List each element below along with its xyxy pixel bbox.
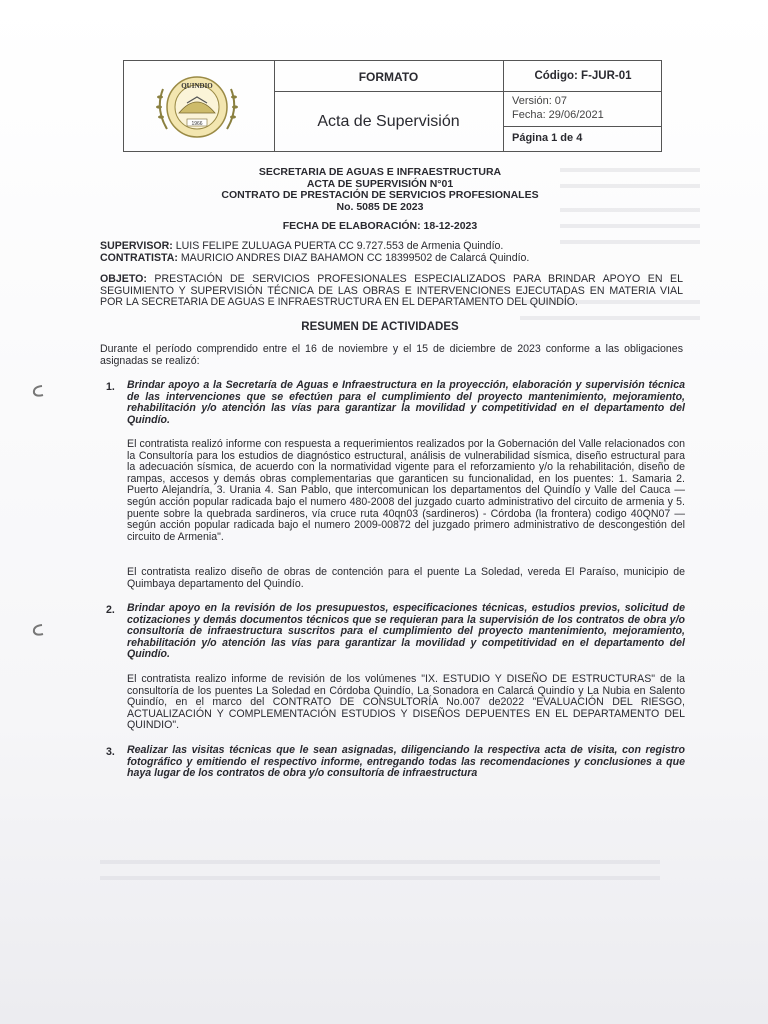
- item-1-paragraph-2: El contratista realizo diseño de obras de contención para el puente La Soledad, vereda El Paraíso, municipio de Quimbaya departamento del Quindío.: [127, 566, 685, 590]
- item-2-title: Brindar apoyo en la revisión de los presupuestos, especificaciones técnicas, estudios previos, solicitud de cotizaciones y demás documentos técnicos que se requieran para la supervisión de los contratos de obra y/o consultoría de infraestructura suscritos para el cumplimiento del proyecto mantenimiento, mejoramiento, rehabilitación y/o atención las vías para garantizar la movilidad y competitividad en el departamento del Quindío.: [127, 602, 685, 661]
- objeto-label: OBJETO:: [100, 273, 147, 285]
- item-2-number: 2.: [106, 604, 115, 616]
- supervisor-label: SUPERVISOR:: [100, 240, 173, 252]
- heading-line-3: CONTRATO DE PRESTACIÓN DE SERVICIOS PROFESIONALES: [221, 189, 539, 201]
- supervisor-value: LUIS FELIPE ZULUAGA PUERTA CC 9.727.553 de Armenia Quindío.: [175, 240, 504, 252]
- heading-block: [100, 167, 660, 213]
- item-1-paragraph-1: El contratista realizó informe con respuesta a requerimientos realizados por la Gobernación del Valle relacionados con la Consultoría para los estudios de diagnóstico estructural, análisis de vulnerabilidad sísmica, diseño estructural para la adecuación sísmica, de acuerdo con la normatividad vigente para el reforzamiento y/o la rehabilitación, diseño de rampas, accesos y demás obras complementarias que garanticen su funcionalidad, en los puentes: 1. Samaria 2. Puerto Alejandría, 3. Urania 4. San Pablo, que intercomunican los departamentos del Quindío y Valle del Cauca — según acción popular radicada bajo el numero 480-2008 del juzgado cuarto administrativo del circuito de armenia y 5. puente sobre la quebrada sardineros, vía cruce ruta 40qn03 (sardineros) - Córdoba (la frontera) codigo 40QN07 — según acción popular radicada bajo el numero 2009-00872 del juzgado primero administrativo de descongestión del circuito de Armenia".: [127, 438, 685, 543]
- page-number: Página 1 de 4: [512, 132, 583, 144]
- seal-year: 1966: [191, 121, 203, 127]
- header-table: [123, 60, 662, 152]
- item-3-title: Realizar las visitas técnicas que le sean asignadas, diligenciando la respectiva acta de visita, con registro fotográfico y emitiendo el respectivo informe, entregando todas las recomendaciones y conclusiones a que haya lugar de los contratos de obra y/o consultoría de infraestructura: [127, 744, 685, 780]
- version-label: Versión: 07: [512, 95, 568, 107]
- punch-hole-mark: [30, 383, 46, 399]
- code-cell: [503, 61, 662, 92]
- item-3-number: 3.: [106, 746, 115, 758]
- formato-label: FORMATO: [358, 70, 419, 84]
- contratista-label: CONTRATISTA:: [100, 252, 178, 264]
- item-1-title: Brindar apoyo a la Secretaría de Aguas e Infraestructura en la proyección, elaboración y supervisión técnica de las intervenciones que se efectúen para el cumplimiento del proyecto mantenimiento, mejoramiento, rehabilitación y/o atención las vías para garantizar la movilidad y competitividad en el departamento del Quindío.: [127, 379, 685, 426]
- intro-paragraph: Durante el período comprendido entre el 16 de noviembre y el 15 de diciembre de 2023 conforme a las obligaciones asignadas se realizó:: [100, 343, 683, 367]
- acta-title: Acta de Supervisión: [317, 113, 460, 130]
- page-number-cell: [503, 126, 662, 151]
- contratista-line: [100, 253, 680, 265]
- seal-text: QUINDIO: [181, 82, 213, 90]
- quindio-seal-logo: [149, 69, 245, 145]
- fecha-label: Fecha: 29/06/2021: [512, 109, 604, 121]
- objeto-text: PRESTACIÓN DE SERVICIOS PROFESIONALES ESPECIALIZADOS PARA BRINDAR APOYO EN EL SEGUIMIENTO Y SUPERVISIÓN TÉCNICA DE LAS OBRAS E INTERVENCIONES EJECUTADAS EN MATERIA VIAL POR LA SECRETARIA DE AGUAS E INFRAESTRUCTURA EN EL DEPARTAMENTO DEL QUINDÍO.: [100, 273, 683, 309]
- codigo-label: Código: F-JUR-01: [534, 70, 632, 82]
- item-1-number: 1.: [106, 381, 115, 393]
- logo-cell: [124, 61, 275, 151]
- fecha-elaboracion: FECHA DE ELABORACIÓN: 18-12-2023: [282, 220, 478, 232]
- heading-line-1: SECRETARIA DE AGUAS E INFRAESTRUCTURA: [258, 166, 502, 178]
- supervisor-line: [100, 241, 680, 253]
- contratista-value: MAURICIO ANDRES DIAZ BAHAMON CC 18399502 de Calarcá Quindío.: [180, 252, 530, 264]
- resumen-title: RESUMEN DE ACTIVIDADES: [301, 321, 459, 333]
- heading-line-2: ACTA DE SUPERVISIÓN N°01: [306, 177, 454, 190]
- heading-line-4: No. 5085 DE 2023: [336, 200, 424, 213]
- objeto-block: [100, 274, 683, 309]
- item-2-paragraph-1: El contratista realizo informe de revisión de los volúmenes "IX. ESTUDIO Y DISEÑO DE ESTRUCTURAS" de la consultoría de los puentes La Soledad en Córdoba Quindío, La Sonadora en Calarcá Quindío y La Nubia en Salento Quindío, en el marco del CONTRATO DE CONSULTORÍA No.007 de2022 "EVALUACIÓN DEL RIESGO, ACTUALIZACIÓN Y COMPLEMENTACIÓN ESTUDIOS Y DISEÑOS DEPUENTES EN EL DEPARTAMENTO DEL QUINDIO".: [127, 673, 685, 732]
- punch-hole-mark: [30, 622, 46, 638]
- version-cell: [503, 91, 662, 127]
